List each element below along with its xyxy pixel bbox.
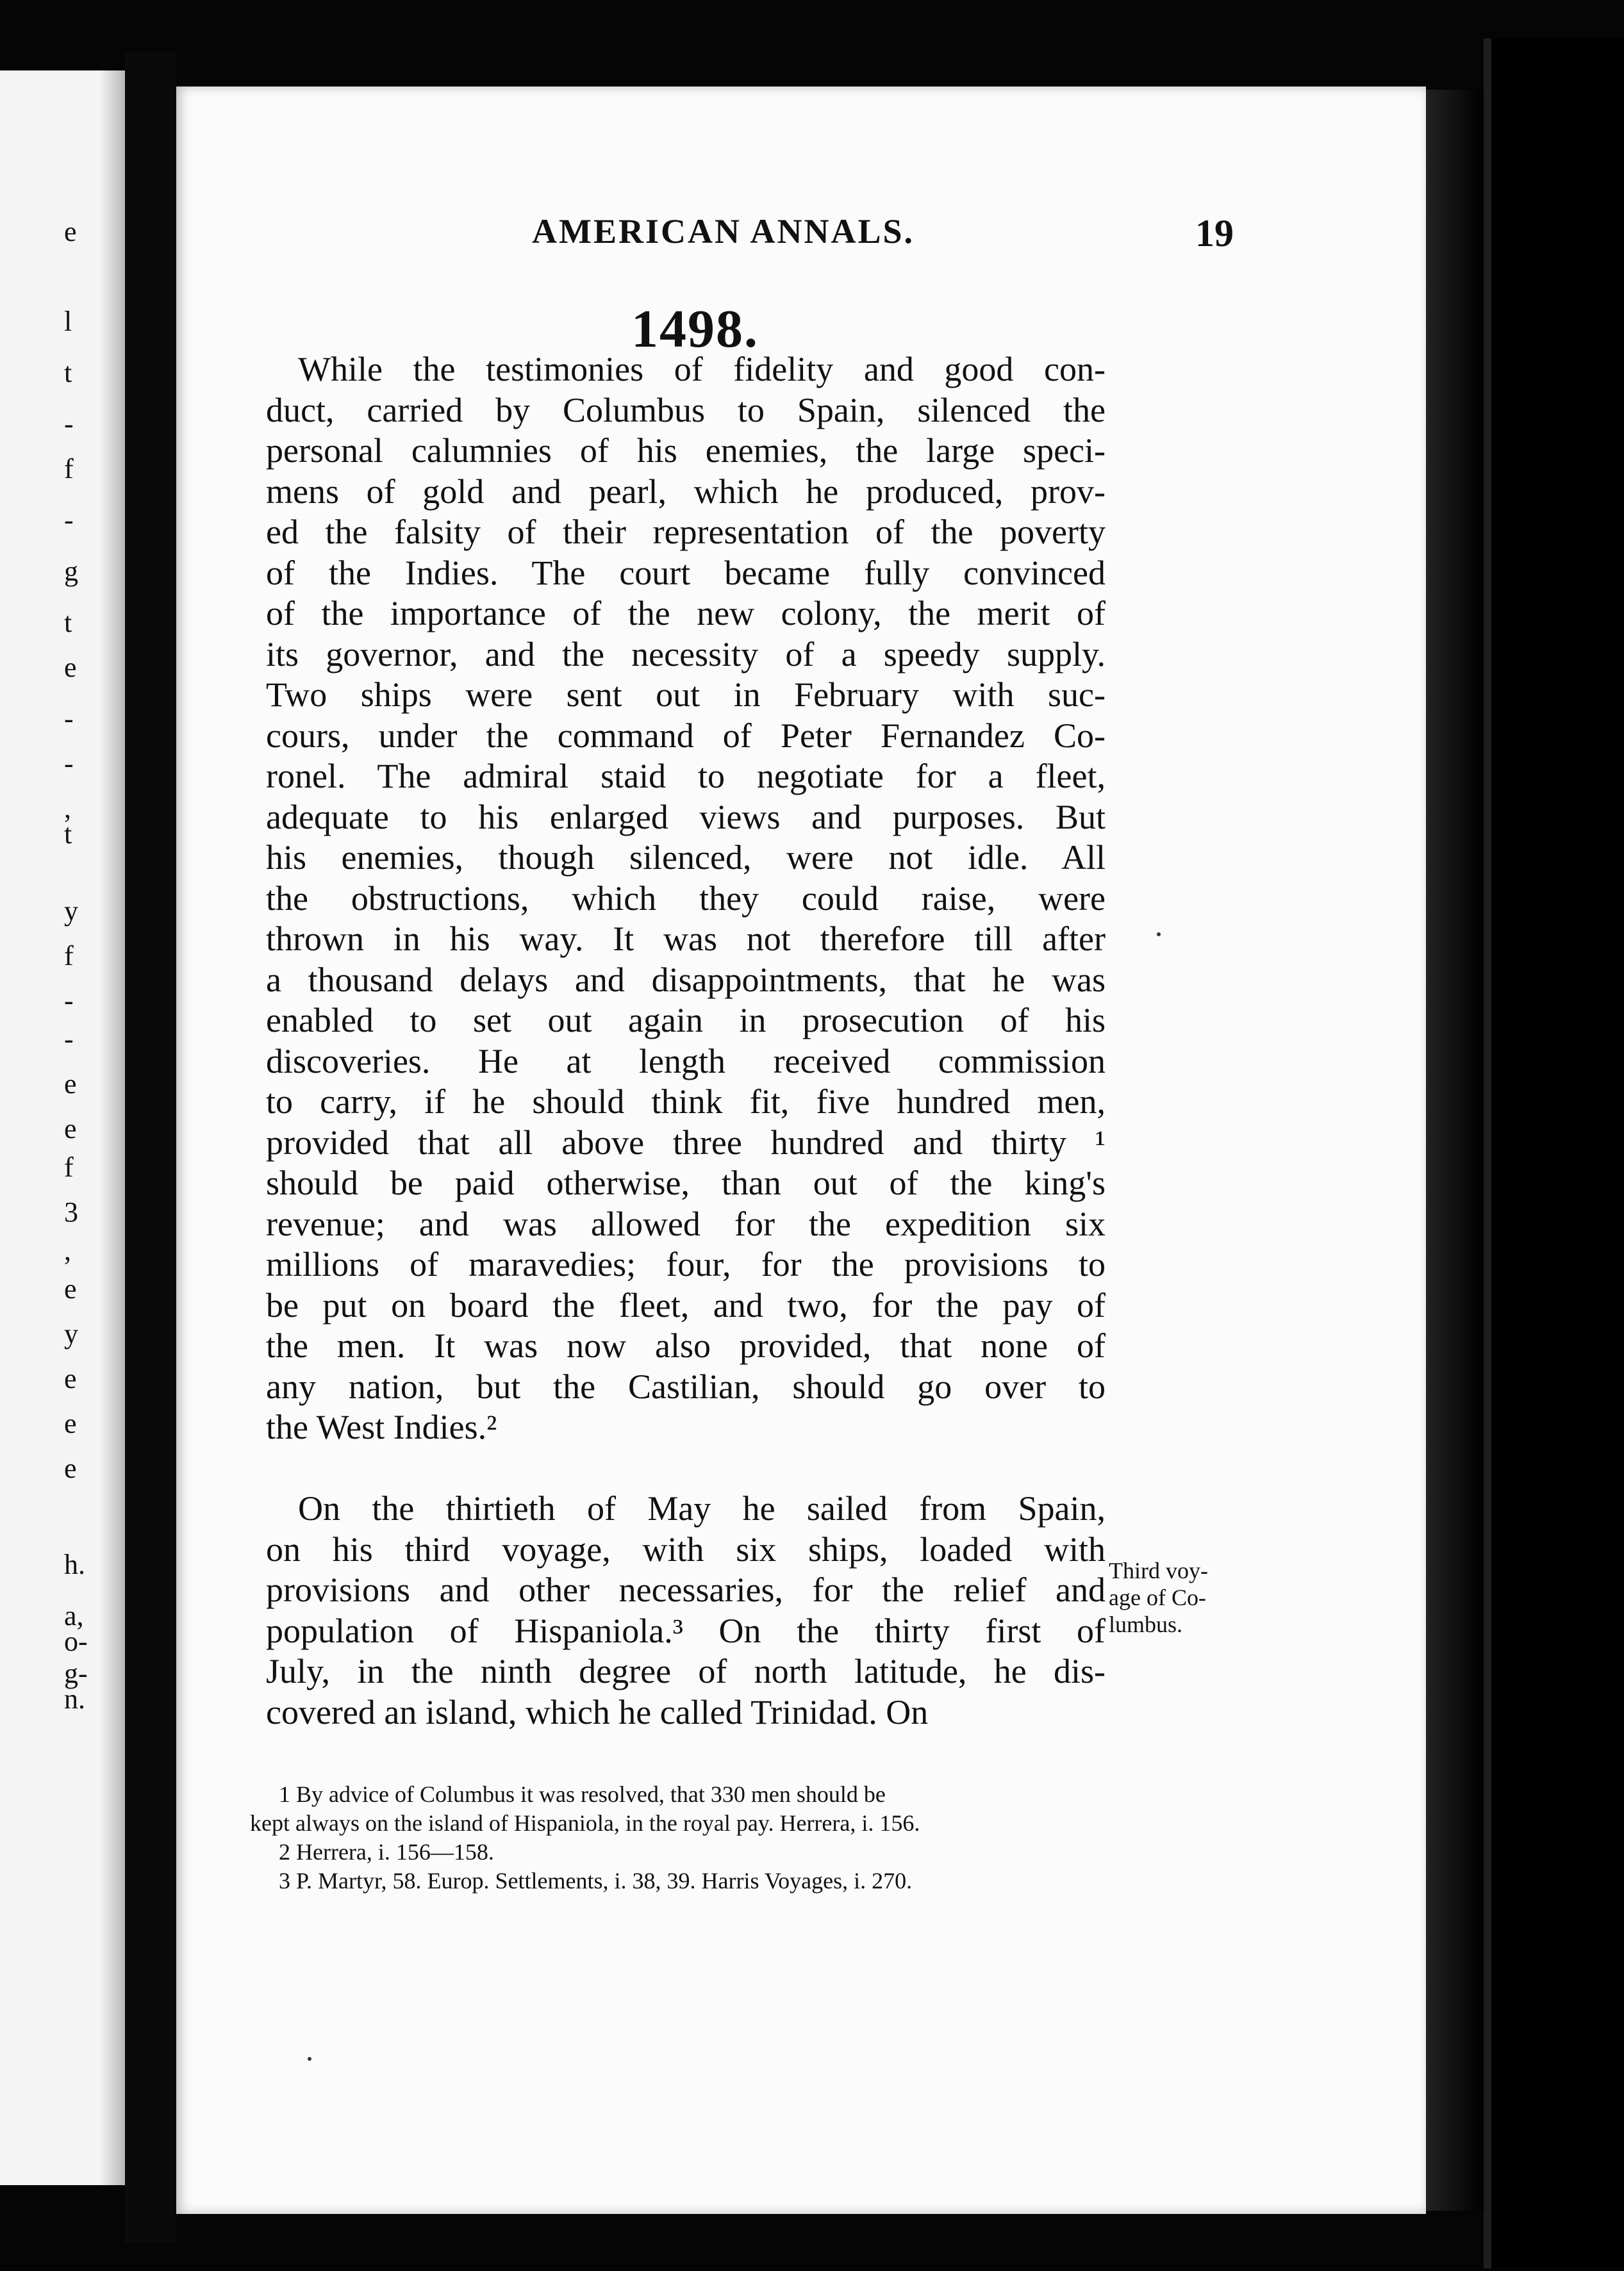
text-line: duct, carried by Columbus to Spain, silenced the — [266, 390, 1106, 429]
facing-page-fragment: e — [64, 1453, 77, 1484]
marginal-note-line: lumbus. — [1109, 1612, 1183, 1637]
page-edge-shadow — [1426, 90, 1484, 2211]
text-line: enabled to set out again in prosecution of his — [266, 1001, 1106, 1039]
text-line: of the importance of the new colony, the merit of — [266, 594, 1106, 632]
text-line: covered an island, which he called Trinidad. On — [266, 1692, 929, 1731]
footnote-line: 3 P. Martyr, 58. Europ. Settlements, i. 38, 39. Harris Voyages, i. 270. — [279, 1868, 913, 1894]
marginal-note-line: Third voy- — [1109, 1558, 1208, 1583]
facing-page-fragment: , — [64, 793, 71, 824]
text-line: the obstructions, which they could raise, were — [266, 879, 1106, 918]
facing-page-fragment: - — [64, 504, 74, 536]
text-line: millions of maravedies; four, for the provisions to — [266, 1245, 1106, 1284]
text-line: any nation, but the Castilian, should go over to — [266, 1367, 1106, 1406]
facing-page-fragment: t — [64, 357, 72, 388]
text-line: provisions and other necessaries, for the relief and — [266, 1571, 1106, 1609]
ink-speck — [1157, 932, 1161, 936]
facing-page-fragment: f — [64, 940, 74, 971]
facing-page-fragment: g — [64, 556, 78, 587]
facing-page-fragment: e — [64, 1408, 77, 1439]
facing-page-fragment: - — [64, 985, 74, 1016]
facing-page-fragment: , — [64, 1235, 71, 1266]
facing-page-fragment: f — [64, 453, 74, 484]
facing-page-fragment: h. — [64, 1549, 85, 1580]
text-line: to carry, if he should think fit, five hundred men, — [266, 1082, 1106, 1121]
facing-page-fragment: g- — [64, 1658, 88, 1689]
text-line: population of Hispaniola.³ On the thirty first of — [266, 1611, 1106, 1650]
text-line: should be paid otherwise, than out of the king's — [266, 1164, 1106, 1202]
facing-page-fragment: f — [64, 1152, 74, 1183]
facing-page-fragment: y — [64, 1318, 78, 1350]
text-line: be put on board the fleet, and two, for the pay of — [266, 1285, 1106, 1325]
facing-page-fragment: e — [64, 652, 77, 683]
footnote-line: 2 Herrera, i. 156—158. — [279, 1839, 494, 1865]
text-line: While the testimonies of fidelity and good con- — [298, 350, 1106, 388]
footnote-line: 1 By advice of Columbus it was resolved, that 330 men should be — [279, 1781, 886, 1807]
text-line: revenue; and was allowed for the expedition six — [266, 1204, 1106, 1243]
text-line: the West Indies.² — [266, 1408, 497, 1446]
facing-page-fragment: e — [64, 1068, 77, 1100]
text-line: adequate to his enlarged views and purposes. But — [266, 797, 1106, 836]
text-line: thrown in his way. It was not therefore till after — [266, 920, 1106, 958]
facing-page-fragment: - — [64, 748, 74, 779]
text-line: July, in the ninth degree of north latitude, he dis- — [266, 1652, 1106, 1690]
facing-page-fragment: t — [64, 607, 72, 638]
text-line: cours, under the command of Peter Fernandez Co- — [266, 716, 1106, 755]
facing-page-fragment: e — [64, 216, 77, 247]
text-line: provided that all above three hundred and thirty ¹ — [266, 1123, 1106, 1162]
text-line: personal calumnies of his enemies, the large speci- — [266, 431, 1106, 470]
text-line: the men. It was now also provided, that none of — [266, 1326, 1106, 1365]
facing-page-fragment: e — [64, 1273, 77, 1305]
footnotes — [250, 1780, 1102, 1895]
text-line: discoveries. He at length received commission — [266, 1041, 1106, 1080]
text-line: on his third voyage, with six ships, loaded with — [266, 1530, 1106, 1569]
text-line: mens of gold and pearl, which he produced, prov- — [266, 472, 1106, 511]
text-line: its governor, and the necessity of a speedy supply. — [266, 634, 1106, 673]
page-number: 19 — [1195, 212, 1234, 254]
facing-page-fragment: n. — [64, 1683, 85, 1715]
running-head: AMERICAN ANNALS. — [532, 212, 915, 251]
facing-page-fragment: 3 — [64, 1196, 78, 1228]
text-line: of the Indies. The court became fully convinced — [266, 553, 1106, 592]
year-heading: 1498. — [631, 299, 759, 359]
paragraph-1 — [266, 349, 1106, 1448]
text-line: his enemies, though silenced, were not idle. All — [266, 838, 1106, 877]
facing-page-fragment: o- — [64, 1626, 88, 1657]
text-line: Two ships were sent out in February with suc- — [266, 675, 1106, 714]
facing-page-left — [0, 70, 125, 2185]
facing-page-fragment: e — [64, 1363, 77, 1394]
facing-page-fragment: - — [64, 1023, 74, 1055]
facing-page-fragment: t — [64, 818, 72, 850]
facing-page-fragment: l — [64, 306, 72, 337]
gutter-shadow — [99, 70, 125, 2185]
text-line: On the thirtieth of May he sailed from Spain, — [298, 1489, 1106, 1528]
text-line: a thousand delays and disappointments, that he was — [266, 960, 1106, 999]
facing-page-fragment: - — [64, 408, 74, 440]
footnote-line: kept always on the island of Hispaniola, in the royal pay. Herrera, i. 156. — [250, 1810, 920, 1836]
facing-page-fragment: - — [64, 703, 74, 734]
text-line: ronel. The admiral staid to negotiate for a fleet, — [266, 757, 1106, 795]
book-binding — [125, 51, 176, 2243]
page-edge-highlight — [1484, 38, 1491, 2268]
marginal-note — [1109, 1557, 1224, 1638]
right-margin-dark — [1484, 38, 1624, 2268]
ink-speck — [308, 2057, 311, 2061]
paragraph-2 — [266, 1489, 1106, 1733]
marginal-note-line: age of Co- — [1109, 1585, 1206, 1610]
facing-page-fragment: e — [64, 1113, 77, 1144]
facing-page-fragment: a, — [64, 1600, 84, 1631]
text-line: ed the falsity of their representation of the poverty — [266, 513, 1106, 551]
facing-page-fragment: y — [64, 895, 78, 927]
